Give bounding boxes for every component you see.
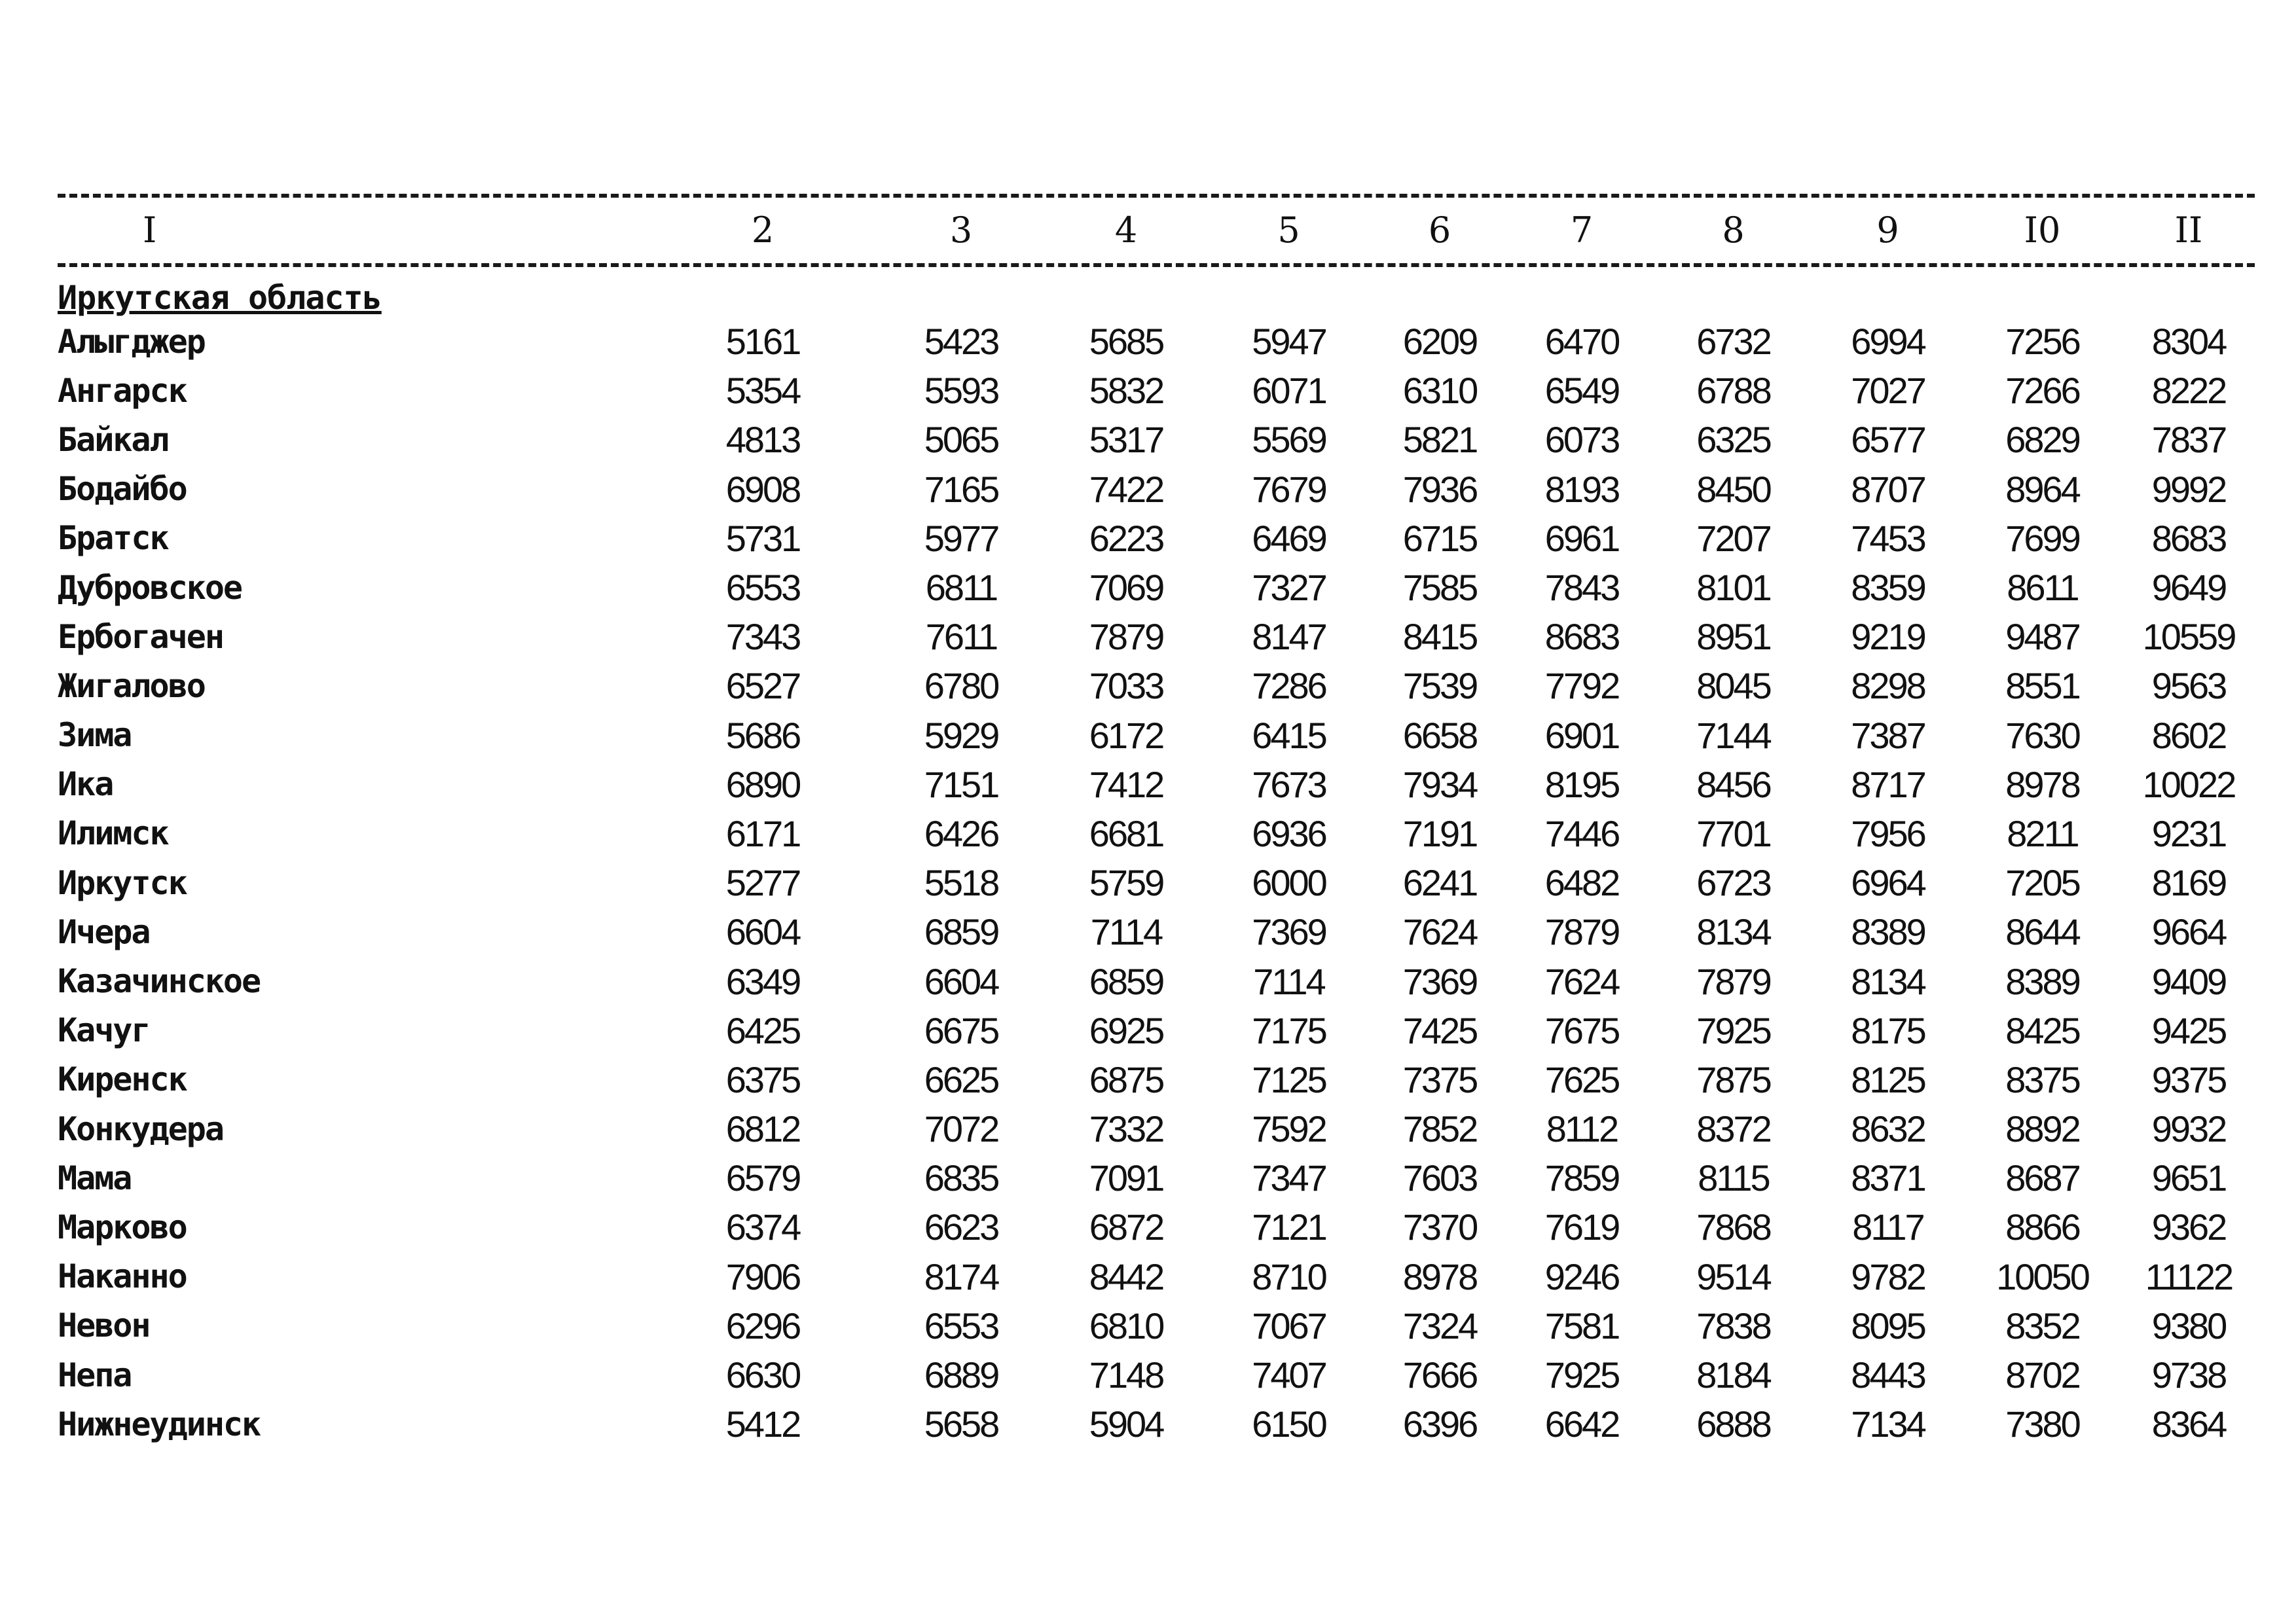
table-row (58, 514, 2255, 563)
value-cell-col-8: 8456 (1696, 763, 1770, 805)
table-row (58, 1202, 2255, 1252)
place-name-cell: Байкал (58, 420, 168, 459)
value-cell-col-11: 9425 (2151, 1009, 2226, 1051)
value-cell-col-5: 7347 (1252, 1157, 1326, 1199)
value-cell-col-6: 5821 (1402, 419, 1477, 461)
value-cell-col-7: 7843 (1544, 567, 1619, 609)
value-cell-col-10: 8611 (2007, 567, 2078, 609)
value-cell-col-7: 6549 (1544, 370, 1619, 412)
value-cell-col-6: 7934 (1402, 763, 1477, 805)
place-name-cell: Ика (58, 765, 113, 804)
value-cell-col-7: 8195 (1544, 763, 1619, 805)
value-cell-col-3: 5593 (924, 370, 998, 412)
table-row (58, 956, 2255, 1005)
place-name-cell: Непа (58, 1356, 132, 1394)
value-cell-col-10: 8702 (2005, 1354, 2079, 1396)
value-cell-col-2: 6374 (725, 1206, 800, 1248)
column-number-11: II (2174, 209, 2203, 251)
value-cell-col-4: 6223 (1089, 517, 1163, 559)
value-cell-col-6: 7539 (1402, 665, 1477, 707)
place-name-cell: Ербогачен (58, 617, 223, 656)
value-cell-col-7: 7625 (1544, 1058, 1619, 1100)
value-cell-col-3: 5658 (924, 1403, 998, 1445)
value-cell-col-6: 7585 (1402, 567, 1477, 609)
table-row (58, 711, 2255, 760)
table-row (58, 661, 2255, 710)
column-number-4: 4 (1114, 209, 1138, 251)
value-cell-col-9: 8125 (1851, 1058, 1925, 1100)
value-cell-col-6: 6209 (1402, 321, 1477, 363)
value-cell-col-10: 8352 (2005, 1305, 2079, 1346)
value-cell-col-2: 6812 (725, 1108, 800, 1150)
place-name-cell: Конкудера (58, 1110, 223, 1148)
value-cell-col-4: 5832 (1089, 370, 1163, 412)
value-cell-col-7: 8112 (1546, 1108, 1618, 1150)
value-cell-col-3: 5977 (924, 517, 998, 559)
place-name-cell: Алыгджер (58, 322, 205, 361)
value-cell-col-2: 5354 (725, 370, 800, 412)
value-cell-col-8: 8951 (1696, 616, 1770, 658)
value-cell-col-2: 6425 (725, 1009, 800, 1051)
value-cell-col-3: 7611 (925, 616, 997, 658)
value-cell-col-7: 6073 (1544, 419, 1619, 461)
value-cell-col-8: 7144 (1696, 714, 1770, 756)
value-cell-col-3: 7072 (924, 1108, 998, 1150)
column-number-10: I0 (2024, 209, 2061, 251)
value-cell-col-7: 6642 (1544, 1403, 1619, 1445)
value-cell-col-9: 7027 (1851, 370, 1925, 412)
value-cell-col-2: 5412 (725, 1403, 800, 1445)
table-row (58, 1055, 2255, 1104)
value-cell-col-4: 7332 (1089, 1108, 1163, 1150)
value-cell-col-9: 8095 (1851, 1305, 1925, 1346)
value-cell-col-3: 6553 (924, 1305, 998, 1346)
value-cell-col-9: 8632 (1851, 1108, 1925, 1150)
value-cell-col-3: 6675 (924, 1009, 998, 1051)
value-cell-col-2: 6527 (725, 665, 800, 707)
value-cell-col-2: 6630 (725, 1354, 800, 1396)
value-cell-col-8: 9514 (1696, 1255, 1770, 1297)
column-number-8: 8 (1722, 209, 1745, 251)
value-cell-col-4: 6172 (1089, 714, 1163, 756)
value-cell-col-10: 8389 (2005, 960, 2079, 1002)
value-cell-col-11: 8304 (2151, 321, 2226, 363)
value-cell-col-4: 8442 (1089, 1255, 1163, 1297)
value-cell-col-11: 9563 (2151, 665, 2226, 707)
value-cell-col-10: 8375 (2005, 1058, 2079, 1100)
value-cell-col-6: 7603 (1402, 1157, 1477, 1199)
place-name-cell: Ангарск (58, 371, 187, 410)
value-cell-col-7: 7792 (1544, 665, 1619, 707)
section-heading: Иркутская область (58, 279, 382, 317)
value-cell-col-8: 6732 (1696, 321, 1770, 363)
value-cell-col-10: 8551 (2005, 665, 2079, 707)
value-cell-col-11: 9649 (2151, 567, 2226, 609)
value-cell-col-8: 6788 (1696, 370, 1770, 412)
place-name-cell: Бодайбо (58, 470, 187, 509)
value-cell-col-7: 7619 (1544, 1206, 1619, 1248)
table-row (58, 1301, 2255, 1350)
value-cell-col-9: 9219 (1851, 616, 1925, 658)
value-cell-col-10: 9487 (2005, 616, 2079, 658)
value-cell-col-8: 7701 (1696, 812, 1770, 854)
value-cell-col-9: 8371 (1851, 1157, 1925, 1199)
place-name-cell: Невон (58, 1307, 150, 1345)
value-cell-col-4: 5759 (1089, 862, 1163, 904)
value-cell-col-8: 8134 (1696, 911, 1770, 953)
value-cell-col-7: 7675 (1544, 1009, 1619, 1051)
value-cell-col-11: 9992 (2151, 468, 2226, 510)
value-cell-col-11: 7837 (2151, 419, 2226, 461)
value-cell-col-7: 6482 (1544, 862, 1619, 904)
value-cell-col-5: 7067 (1252, 1305, 1326, 1346)
place-name-cell: Илимск (58, 814, 168, 853)
value-cell-col-3: 6426 (924, 812, 998, 854)
value-cell-col-7: 6901 (1544, 714, 1619, 756)
value-cell-col-9: 6577 (1851, 419, 1925, 461)
value-cell-col-8: 7879 (1696, 960, 1770, 1002)
value-cell-col-3: 5929 (924, 714, 998, 756)
value-cell-col-10: 7699 (2005, 517, 2079, 559)
value-cell-col-5: 5947 (1252, 321, 1326, 363)
value-cell-col-11: 9362 (2151, 1206, 2226, 1248)
value-cell-col-3: 6835 (924, 1157, 998, 1199)
value-cell-col-11: 8602 (2151, 714, 2226, 756)
value-cell-col-3: 6859 (924, 911, 998, 953)
value-cell-col-5: 7175 (1252, 1009, 1326, 1051)
value-cell-col-5: 7125 (1252, 1058, 1326, 1100)
value-cell-col-4: 6859 (1089, 960, 1163, 1002)
value-cell-col-4: 7091 (1089, 1157, 1163, 1199)
value-cell-col-4: 6681 (1089, 812, 1163, 854)
value-cell-col-10: 8425 (2005, 1009, 2079, 1051)
section-row (58, 259, 2255, 317)
value-cell-col-5: 6415 (1252, 714, 1326, 756)
value-cell-col-7: 7879 (1544, 911, 1619, 953)
value-cell-col-9: 7134 (1851, 1403, 1925, 1445)
table-row (58, 563, 2255, 612)
place-name-cell: Качуг (58, 1011, 150, 1050)
value-cell-col-7: 7859 (1544, 1157, 1619, 1199)
table-row (58, 317, 2255, 366)
value-cell-col-5: 7286 (1252, 665, 1326, 707)
value-cell-col-8: 7925 (1696, 1009, 1770, 1051)
value-cell-col-3: 7165 (924, 468, 998, 510)
value-cell-col-10: 7380 (2005, 1403, 2079, 1445)
table-row (58, 1399, 2255, 1449)
value-cell-col-10: 10050 (1996, 1255, 2088, 1297)
value-cell-col-8: 6888 (1696, 1403, 1770, 1445)
value-cell-col-8: 8101 (1696, 567, 1770, 609)
value-cell-col-10: 8892 (2005, 1108, 2079, 1150)
value-cell-col-2: 7906 (725, 1255, 800, 1297)
table-row (58, 366, 2255, 415)
place-name-cell: Мама (58, 1159, 132, 1197)
column-number-3: 3 (949, 209, 973, 251)
value-cell-col-4: 6875 (1089, 1058, 1163, 1100)
place-name-cell: Братск (58, 519, 168, 558)
value-cell-col-10: 8687 (2005, 1157, 2079, 1199)
value-cell-col-6: 7852 (1402, 1108, 1477, 1150)
value-cell-col-10: 7630 (2005, 714, 2079, 756)
place-name-cell: Марково (58, 1208, 187, 1246)
value-cell-col-7: 7925 (1544, 1354, 1619, 1396)
table-row (58, 465, 2255, 514)
value-cell-col-10: 6829 (2005, 419, 2079, 461)
table-row (58, 612, 2255, 661)
value-cell-col-6: 7375 (1402, 1058, 1477, 1100)
value-cell-col-11: 10559 (2142, 616, 2235, 658)
value-cell-col-9: 7453 (1851, 517, 1925, 559)
value-cell-col-5: 7369 (1252, 911, 1326, 953)
value-cell-col-5: 8710 (1252, 1255, 1326, 1297)
value-cell-col-6: 6658 (1402, 714, 1477, 756)
header-top-rule (58, 194, 2255, 198)
value-cell-col-6: 7370 (1402, 1206, 1477, 1248)
value-cell-col-2: 6579 (725, 1157, 800, 1199)
value-cell-col-11: 8364 (2151, 1403, 2226, 1445)
table-row (58, 760, 2255, 809)
table-body (58, 259, 2255, 1449)
value-cell-col-10: 7266 (2005, 370, 2079, 412)
value-cell-col-10: 7256 (2005, 321, 2079, 363)
value-cell-col-2: 6890 (725, 763, 800, 805)
place-name-cell: Киренск (58, 1060, 187, 1099)
value-cell-col-4: 6810 (1089, 1305, 1163, 1346)
value-cell-col-4: 6925 (1089, 1009, 1163, 1051)
column-number-9: 9 (1876, 209, 1899, 251)
value-cell-col-9: 8707 (1851, 468, 1925, 510)
value-cell-col-9: 9782 (1851, 1255, 1925, 1297)
value-cell-col-11: 8683 (2151, 517, 2226, 559)
value-cell-col-8: 7207 (1696, 517, 1770, 559)
value-cell-col-5: 6469 (1252, 517, 1326, 559)
value-cell-col-11: 11122 (2145, 1255, 2232, 1297)
value-cell-col-5: 6000 (1252, 862, 1326, 904)
value-cell-col-8: 7875 (1696, 1058, 1770, 1100)
value-cell-col-9: 8175 (1851, 1009, 1925, 1051)
value-cell-col-2: 5277 (725, 862, 800, 904)
value-cell-col-9: 8717 (1851, 763, 1925, 805)
place-name-cell: Ичера (58, 912, 150, 951)
value-cell-col-11: 9375 (2151, 1058, 2226, 1100)
value-cell-col-10: 8964 (2005, 468, 2079, 510)
value-cell-col-6: 8415 (1402, 616, 1477, 658)
value-cell-col-7: 7624 (1544, 960, 1619, 1002)
value-cell-col-5: 7327 (1252, 567, 1326, 609)
value-cell-col-8: 8184 (1696, 1354, 1770, 1396)
value-cell-col-2: 6296 (725, 1305, 800, 1346)
value-cell-col-4: 7114 (1090, 911, 1162, 953)
value-cell-col-8: 8450 (1696, 468, 1770, 510)
value-cell-col-3: 6889 (924, 1354, 998, 1396)
value-cell-col-11: 9380 (2151, 1305, 2226, 1346)
value-cell-col-6: 7425 (1402, 1009, 1477, 1051)
column-number-2: 2 (751, 209, 774, 251)
table-row (58, 1252, 2255, 1301)
value-cell-col-10: 8211 (2007, 812, 2078, 854)
data-table (58, 200, 2255, 1449)
value-cell-col-11: 10022 (2142, 763, 2235, 805)
value-cell-col-7: 6470 (1544, 321, 1619, 363)
value-cell-col-5: 6936 (1252, 812, 1326, 854)
value-cell-col-6: 6396 (1402, 1403, 1477, 1445)
value-cell-col-9: 8298 (1851, 665, 1925, 707)
value-cell-col-2: 6604 (725, 911, 800, 953)
table-row (58, 907, 2255, 956)
value-cell-col-7: 8193 (1544, 468, 1619, 510)
value-cell-col-3: 5518 (924, 862, 998, 904)
value-cell-col-8: 7838 (1696, 1305, 1770, 1346)
value-cell-col-10: 8866 (2005, 1206, 2079, 1248)
value-cell-col-9: 8117 (1852, 1206, 1923, 1248)
value-cell-col-5: 7114 (1253, 960, 1324, 1002)
value-cell-col-9: 7387 (1851, 714, 1925, 756)
value-cell-col-8: 7868 (1696, 1206, 1770, 1248)
value-cell-col-3: 8174 (924, 1255, 998, 1297)
place-name-cell: Зима (58, 716, 132, 755)
value-cell-col-4: 5317 (1089, 419, 1163, 461)
value-cell-col-7: 6961 (1544, 517, 1619, 559)
value-cell-col-2: 5686 (725, 714, 800, 756)
value-cell-col-11: 9932 (2151, 1108, 2226, 1150)
place-name-cell: Наканно (58, 1257, 187, 1296)
value-cell-col-4: 7412 (1089, 763, 1163, 805)
value-cell-col-7: 7581 (1544, 1305, 1619, 1346)
value-cell-col-2: 7343 (725, 616, 800, 658)
value-cell-col-4: 7879 (1089, 616, 1163, 658)
value-cell-col-3: 6604 (924, 960, 998, 1002)
value-cell-col-4: 7148 (1089, 1354, 1163, 1396)
value-cell-col-3: 5423 (924, 321, 998, 363)
value-cell-col-6: 7191 (1402, 812, 1477, 854)
value-cell-col-9: 8359 (1851, 567, 1925, 609)
value-cell-col-6: 8978 (1402, 1255, 1477, 1297)
value-cell-col-9: 8389 (1851, 911, 1925, 953)
value-cell-col-4: 5904 (1089, 1403, 1163, 1445)
value-cell-col-2: 5731 (725, 517, 800, 559)
value-cell-col-9: 6994 (1851, 321, 1925, 363)
place-name-cell: Нижнеудинск (58, 1405, 261, 1443)
value-cell-col-2: 6908 (725, 468, 800, 510)
value-cell-col-3: 6811 (925, 567, 997, 609)
column-number-row (58, 200, 2255, 259)
value-cell-col-2: 5161 (725, 321, 800, 363)
place-name-cell: Дубровское (58, 568, 242, 607)
value-cell-col-10: 8644 (2005, 911, 2079, 953)
value-cell-col-3: 6780 (924, 665, 998, 707)
place-name-cell: Казачинское (58, 962, 261, 1001)
table-row (58, 809, 2255, 858)
value-cell-col-5: 7121 (1252, 1206, 1326, 1248)
table-row (58, 1153, 2255, 1202)
value-cell-col-6: 6241 (1402, 862, 1477, 904)
table-row (58, 1104, 2255, 1153)
value-cell-col-11: 9231 (2151, 812, 2226, 854)
value-cell-col-6: 7369 (1402, 960, 1477, 1002)
value-cell-col-8: 8115 (1698, 1157, 1769, 1199)
value-cell-col-11: 9409 (2151, 960, 2226, 1002)
value-cell-col-2: 6553 (725, 567, 800, 609)
value-cell-col-4: 6872 (1089, 1206, 1163, 1248)
value-cell-col-6: 7936 (1402, 468, 1477, 510)
value-cell-col-9: 8443 (1851, 1354, 1925, 1396)
value-cell-col-7: 9246 (1544, 1255, 1619, 1297)
value-cell-col-10: 7205 (2005, 862, 2079, 904)
value-cell-col-9: 6964 (1851, 862, 1925, 904)
column-number-1: I (143, 209, 157, 251)
value-cell-col-5: 7592 (1252, 1108, 1326, 1150)
value-cell-col-6: 7666 (1402, 1354, 1477, 1396)
value-cell-col-2: 6171 (725, 812, 800, 854)
column-number-6: 6 (1428, 209, 1451, 251)
value-cell-col-2: 6349 (725, 960, 800, 1002)
value-cell-col-4: 7069 (1089, 567, 1163, 609)
table-row (58, 1350, 2255, 1399)
value-cell-col-11: 9738 (2151, 1354, 2226, 1396)
value-cell-col-5: 6071 (1252, 370, 1326, 412)
value-cell-col-5: 7407 (1252, 1354, 1326, 1396)
value-cell-col-4: 5685 (1089, 321, 1163, 363)
value-cell-col-11: 9664 (2151, 911, 2226, 953)
value-cell-col-8: 8372 (1696, 1108, 1770, 1150)
table-row (58, 415, 2255, 464)
value-cell-col-5: 8147 (1252, 616, 1326, 658)
value-cell-col-3: 5065 (924, 419, 998, 461)
value-cell-col-4: 7422 (1089, 468, 1163, 510)
place-name-cell: Жигалово (58, 666, 205, 705)
value-cell-col-5: 7673 (1252, 763, 1326, 805)
value-cell-col-5: 5569 (1252, 419, 1326, 461)
value-cell-col-9: 8134 (1851, 960, 1925, 1002)
value-cell-col-3: 7151 (924, 763, 998, 805)
column-number-5: 5 (1277, 209, 1300, 251)
value-cell-col-8: 6325 (1696, 419, 1770, 461)
value-cell-col-6: 6715 (1402, 517, 1477, 559)
value-cell-col-5: 6150 (1252, 1403, 1326, 1445)
value-cell-col-11: 8222 (2151, 370, 2226, 412)
table-row (58, 1006, 2255, 1055)
value-cell-col-6: 6310 (1402, 370, 1477, 412)
value-cell-col-8: 8045 (1696, 665, 1770, 707)
value-cell-col-11: 9651 (2151, 1157, 2226, 1199)
value-cell-col-4: 7033 (1089, 665, 1163, 707)
table-row (58, 858, 2255, 907)
value-cell-col-3: 6625 (924, 1058, 998, 1100)
value-cell-col-3: 6623 (924, 1206, 998, 1248)
column-number-7: 7 (1570, 209, 1594, 251)
value-cell-col-8: 6723 (1696, 862, 1770, 904)
value-cell-col-7: 8683 (1544, 616, 1619, 658)
place-name-cell: Иркутск (58, 863, 187, 902)
value-cell-col-2: 4813 (725, 419, 800, 461)
value-cell-col-10: 8978 (2005, 763, 2079, 805)
value-cell-col-11: 8169 (2151, 862, 2226, 904)
value-cell-col-6: 7624 (1402, 911, 1477, 953)
value-cell-col-9: 7956 (1851, 812, 1925, 854)
value-cell-col-7: 7446 (1544, 812, 1619, 854)
value-cell-col-6: 7324 (1402, 1305, 1477, 1346)
value-cell-col-2: 6375 (725, 1058, 800, 1100)
value-cell-col-5: 7679 (1252, 468, 1326, 510)
